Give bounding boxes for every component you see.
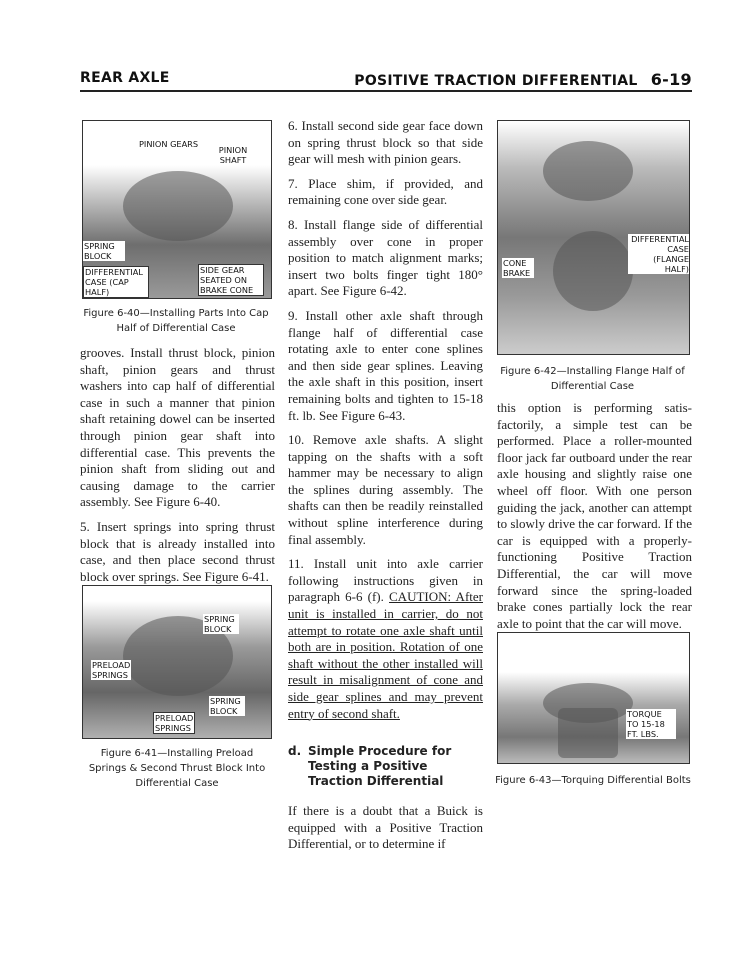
section-title: Simple Procedure for Testing a Positive Traction Differential — [308, 744, 452, 789]
section-letter: d. — [288, 744, 302, 759]
fig-label: PRELOAD SPRINGS — [155, 713, 194, 733]
fig-label: PRELOAD SPRINGS — [92, 660, 131, 680]
header-title: POSITIVE TRACTION DIFFERENTIAL — [354, 73, 638, 89]
paragraph: 5. Insert springs into spring thrust block that is already installed into case, and then place second thrust block over springs. See Figure 6-41. — [80, 518, 275, 584]
fig-label: PINION GEARS — [139, 139, 199, 149]
paragraph: 9. Install other axle shaft through flange half of differential case rotating axle to enter cone splines and then side gear splines. Leaving the axle shaft in this position, insert remaining bolts and tighten to 15-18 ft. lb. See Figure 6-43. — [288, 307, 483, 423]
paragraph: 8. Install flange side of differential assembly over cone in proper position to match alignment marks; insert two bolts finger tight 180° apart. See Figure 6-42. — [288, 216, 483, 299]
fig-label: TORQUE TO 15-18 FT. LBS. — [626, 709, 676, 739]
figure-6-43-caption: Figure 6-43—Torquing Differential Bolts — [495, 775, 691, 786]
paragraph: grooves. Install thrust block, pinion shaft, pinion gears and thrust washers into cap half of differential case in such a manner that pinion shaft retaining dowel can be inserted through pinion gear shaft into differential case. This prevents the pinion shaft from sliding out and causing damage to the carrier assembly. See Figure 6-40. — [80, 345, 275, 510]
column-3-text — [497, 400, 692, 640]
caution-text: CAUTION: After unit is installed in carrier, do not attempt to rotate one axle shaft until both are in position. Rotation of one shaft without the other installed will result in misalignment of cone and side gear splines and may prevent entry of second shaft. — [288, 589, 483, 721]
fig-label: PINION SHAFT — [213, 145, 253, 165]
fig-label: CONE BRAKE — [502, 258, 534, 278]
figure-6-40-caption: Figure 6-40—Installing Parts Into Cap Half of Differential Case — [83, 308, 269, 334]
header-rule — [80, 90, 692, 92]
figure-6-40-image — [82, 120, 272, 299]
fig-label: SPRING BLOCK — [203, 614, 239, 634]
page-number: 6-19 — [650, 70, 692, 89]
paragraph — [288, 556, 483, 722]
paragraph: 7. Place shim, if provided, and remaining cone over side gear. — [288, 175, 483, 208]
figure-6-41-caption: Figure 6-41—Installing Preload Springs & Second Thrust Block Into Differential Case — [88, 748, 266, 789]
paragraph-text: 11. Install unit into axle carrier following instructions given in paragraph 6-6 (f). — [288, 556, 483, 605]
paragraph: 10. Remove axle shafts. A slight tapping on the shafts with a soft hammer may be necessary to align the splines during assembly. The shafts can then be readily reinstalled without spline interference during final assembly. — [288, 432, 483, 547]
figure-6-41-image — [82, 585, 272, 739]
figure-6-43-image — [497, 632, 690, 764]
figure-6-42-caption: Figure 6-42—Installing Flange Half of Differential Case — [500, 366, 685, 392]
running-header-title — [354, 70, 692, 89]
paragraph: If there is a doubt that a Buick is equipped with a Positive Traction Differential, or to determine if — [288, 803, 483, 852]
paragraph: 6. Install second side gear face down on spring thrust block so that side gear will mesh with pinion gears. — [288, 118, 483, 167]
fig-label: SPRING BLOCK — [209, 696, 245, 716]
column-2-text — [288, 118, 483, 861]
figure-6-42-image — [497, 120, 690, 355]
fig-label: DIFFERENTIAL CASE (CAP HALF) — [83, 266, 149, 298]
fig-label: SPRING BLOCK — [83, 241, 125, 261]
paragraph: this option is performing satisfactorily, a simple test can be performed. Place a roller-mounted floor jack far outboard under the rear axle housing and slightly raise one wheel off floor. With one person guiding the jack, another can attempt to slowly drive the car forward. If the car is equipped with a properly-functioning Positive Traction Differential, the car will move forward since the spring-loaded brake cones partially lock the rear axle to point that the car will move. — [497, 400, 692, 631]
fig-label: SIDE GEAR SEATED ON BRAKE CONE — [198, 264, 264, 296]
running-header-section: REAR AXLE — [80, 70, 170, 86]
column-1-text — [80, 345, 275, 593]
fig-label: DIFFERENTIAL CASE (FLANGE HALF) — [628, 234, 690, 274]
section-heading — [288, 744, 483, 789]
